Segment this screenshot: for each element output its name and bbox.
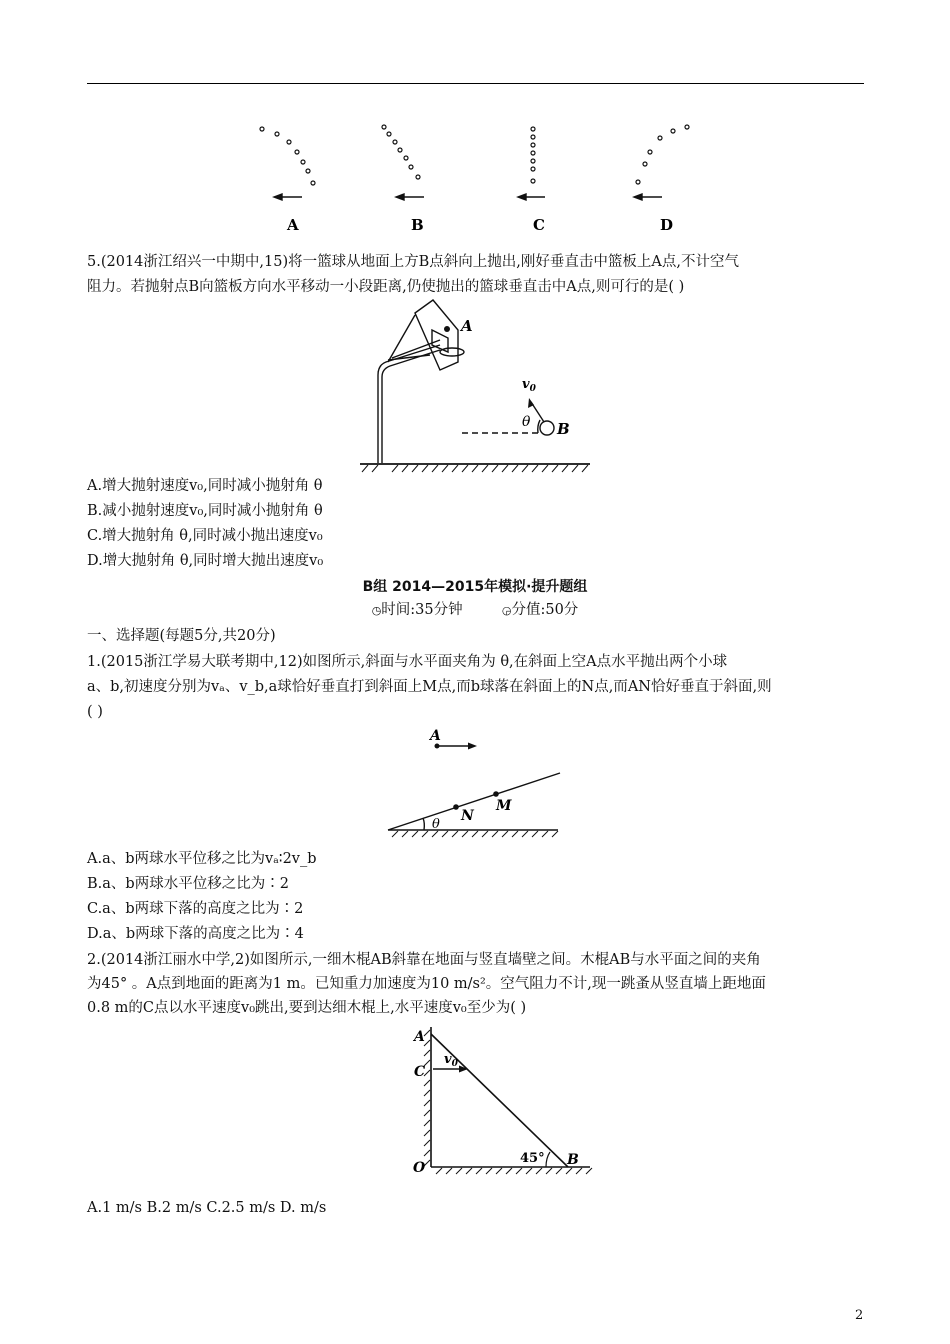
- fig-q5-label-b: B: [557, 420, 570, 438]
- fig-q2-label-v0: $v_0$: [444, 1052, 458, 1069]
- fig-q2-label-o: O: [413, 1160, 426, 1176]
- fig-q2-label-c: C: [414, 1064, 426, 1080]
- q1-option-a: A.a、b两球水平位移之比为vₐ∶2v_b: [87, 851, 317, 867]
- q1-option-c: C.a、b两球下落的高度之比为∶2: [87, 901, 304, 917]
- q1-option-d: D.a、b两球下落的高度之比为∶4: [87, 926, 304, 942]
- page-number: 2: [855, 1308, 864, 1323]
- q1-option-b: B.a、b两球水平位移之比为∶2: [87, 876, 289, 892]
- fig-q1-label-a: A: [430, 728, 441, 744]
- score-total: 分值:50分: [511, 602, 579, 618]
- q5-option-b: B.减小抛射速度v₀,同时减小抛射角 θ: [87, 503, 323, 519]
- group-b-title: B组 2014—2015年模拟·提升题组: [362, 579, 588, 595]
- time-limit: 时间:35分钟: [381, 602, 463, 618]
- fig-q1-label-theta: θ: [432, 817, 440, 832]
- q5-option-a: A.增大抛射速度v₀,同时减小抛射角 θ: [87, 478, 323, 494]
- fig-q1-label-n: N: [461, 808, 474, 824]
- q5-option-d: D.增大抛射角 θ,同时增大抛出速度v₀: [87, 553, 324, 569]
- fig-q1-label-m: M: [496, 798, 512, 814]
- fig-q2-label-angle: 45°: [520, 1151, 545, 1166]
- fig-q2-label-a: A: [414, 1029, 425, 1045]
- q2-stem-line1: 2.(2014浙江丽水中学,2)如图所示,一细木棍AB斜靠在地面与竖直墙壁之间。木棍AB与水平面之间的夹角: [87, 952, 761, 968]
- q1-stem-line1: 1.(2015浙江学易大联考期中,12)如图所示,斜面与水平面夹角为 θ,在斜面上空A点水平抛出两个小球: [87, 654, 728, 670]
- fig-q2-label-b: B: [567, 1152, 579, 1168]
- q2-stem-line2: 为45° 。A点到地面的距离为1 m。已知重力加速度为10 m/s²。空气阻力不计,现一跳蚤从竖直墙上距地面: [87, 976, 766, 992]
- fig-label-a: A: [287, 216, 299, 234]
- clock-icon: ◷: [371, 604, 382, 617]
- q5-stem-line1: 5.(2014浙江绍兴一中期中,15)将一篮球从地面上方B点斜向上抛出,刚好垂直击中篮板上A点,不计空气: [87, 254, 739, 270]
- fig-label-c: C: [533, 216, 545, 234]
- check-icon: ◶: [501, 604, 512, 617]
- q1-stem-line3: ( ): [87, 704, 103, 720]
- q2-stem-line3: 0.8 m的C点以水平速度v₀跳出,要到达细木棍上,水平速度v₀至少为( ): [87, 1000, 527, 1016]
- q5-stem-line2: 阻力。若抛射点B向篮板方向水平移动一小段距离,仍使抛出的篮球垂直击中A点,则可行的是( ): [87, 279, 685, 295]
- fig-q5-label-v0: $v_0$: [522, 377, 536, 394]
- fig-q5-label-a: A: [461, 317, 473, 335]
- section-heading: 一、选择题(每题5分,共20分): [87, 628, 276, 644]
- fig-q5-label-theta: θ: [522, 414, 531, 430]
- fig-label-d: D: [660, 216, 674, 234]
- fig-label-b: B: [411, 216, 424, 234]
- q2-options: A.1 m/s B.2 m/s C.2.5 m/s D. m/s: [87, 1200, 327, 1216]
- q5-option-c: C.增大抛射角 θ,同时减小抛出速度v₀: [87, 528, 323, 544]
- q1-stem-line2: a、b,初速度分别为vₐ、v_b,a球恰好垂直打到斜面上M点,而b球落在斜面上的N点,而AN恰好垂直于斜面,则: [87, 679, 772, 695]
